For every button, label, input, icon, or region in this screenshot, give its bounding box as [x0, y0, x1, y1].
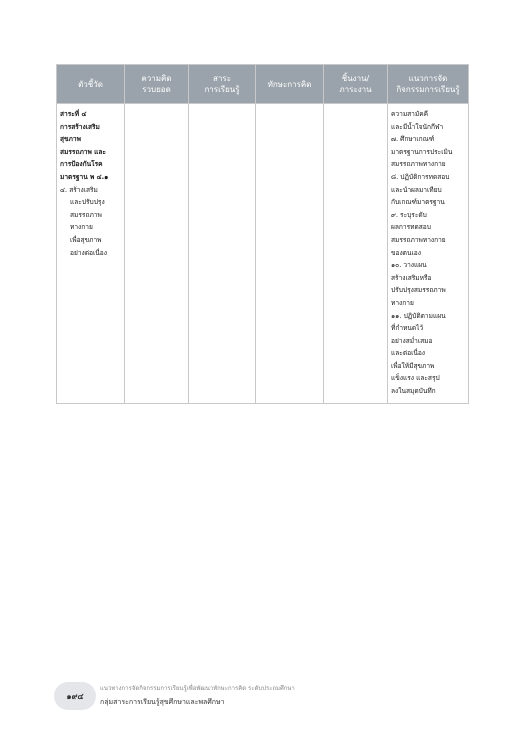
footer-subject-group: กลุ่มสาระการเรียนรู้สุขศึกษาและพลศึกษา [100, 698, 225, 706]
approach-line: อย่างสม่ำเสมอ [391, 336, 433, 345]
concept-cell [125, 104, 189, 404]
header-concept [125, 65, 189, 104]
header-approach [388, 65, 469, 104]
table-header-row [57, 65, 469, 104]
thinking-skill-cell [256, 104, 324, 404]
header-indicator-text: ตัวชี้วัด [78, 79, 103, 89]
header-approach-line1: แนวการจัด [408, 74, 448, 83]
approach-line: ๗. ศึกษาเกณฑ์ [391, 135, 435, 144]
page-number: ๑๙๔ [66, 691, 84, 701]
learning-plan-table [56, 64, 469, 404]
approach-line: มาตรฐานการประเมิน [391, 147, 453, 156]
approach-line: กับเกณฑ์มาตรฐาน [391, 198, 445, 207]
approach-line: แข็งแรง และสรุป [391, 374, 440, 383]
header-task-line2: ภาระงาน [339, 85, 372, 94]
approach-line: ๘. ปฏิบัติการทดสอบ [391, 172, 450, 181]
indicator-line: ทางกาย [70, 223, 93, 232]
indicator-line: อย่างต่อเนื่อง [70, 248, 107, 257]
header-concept-line1: ความคิด [141, 74, 172, 83]
strand-line: สมรรถภาพ และ [60, 147, 106, 156]
header-concept-line2: รวบยอด [142, 85, 171, 94]
indicator-cell [57, 104, 125, 404]
table-row [57, 104, 469, 404]
header-approach-line2: กิจกรรมการเรียนรู้ [396, 85, 460, 94]
header-thinking-skill [256, 65, 324, 104]
indicator-head-text: สร้างเสริม [69, 185, 98, 194]
approach-line: ลงในสมุดบันทึก [391, 387, 436, 396]
header-indicator [57, 65, 125, 104]
indicator-line: และปรับปรุง [70, 198, 105, 207]
indicator-line: เพื่อสุขภาพ [70, 235, 102, 244]
approach-line: ของตนเอง [391, 248, 421, 257]
approach-line: เพื่อให้มีสุขภาพ [391, 361, 435, 370]
standard-line: มาตรฐาน พ ๔.๑ [60, 172, 109, 181]
strand-line: การป้องกันโรค [60, 160, 103, 169]
approach-line: ผลการทดสอบ [391, 223, 431, 232]
approach-line: ที่กำหนดไว้ [391, 324, 424, 333]
header-content-line1: สาระ [213, 74, 231, 83]
indicator-number: ๔. [60, 185, 68, 194]
content-cell [189, 104, 256, 404]
header-task [324, 65, 388, 104]
approach-line: ปรับปรุงสมรรถภาพ [391, 286, 446, 295]
approach-line: และมีน้ำใจนักกีฬา [391, 122, 444, 131]
header-thinking-skill-text: ทักษะการคิด [267, 79, 312, 89]
header-task-line1: ชิ้นงาน/ [341, 74, 370, 83]
approach-line: สร้างเสริมหรือ [391, 273, 432, 282]
approach-line: และนำผลมาเทียบ [391, 185, 442, 194]
strand-line: การสร้างเสริม [60, 122, 100, 131]
task-cell [324, 104, 388, 404]
footer-book-title: แนวทางการจัดกิจกรรมการเรียนรู้เพื่อพัฒนาทักษะการคิด ระดับประถมศึกษา [100, 685, 295, 692]
indicator-line: สมรรถภาพ [70, 210, 102, 219]
page-number-badge [54, 682, 96, 710]
page-footer [54, 676, 454, 716]
approach-line: สมรรถภาพทางกาย [391, 160, 446, 169]
approach-line: สมรรถภาพทางกาย [391, 235, 446, 244]
header-content-line2: การเรียนรู้ [204, 85, 240, 94]
approach-line: ๑๑. ปฏิบัติตามแผน [391, 311, 446, 320]
strand-line: สุขภาพ [60, 135, 81, 144]
approach-line: และต่อเนื่อง [391, 349, 426, 358]
approach-line: ๙. ระบุระดับ [391, 210, 427, 219]
strand-line: สาระที่ ๔ [60, 110, 87, 118]
approach-line: ทางกาย [391, 298, 414, 307]
approach-cell [388, 104, 469, 404]
header-content [189, 65, 256, 104]
approach-line: ความสามัคคี [391, 110, 429, 118]
approach-line: ๑๐. วางแผน [391, 261, 427, 270]
indicator-item-head [60, 184, 121, 197]
